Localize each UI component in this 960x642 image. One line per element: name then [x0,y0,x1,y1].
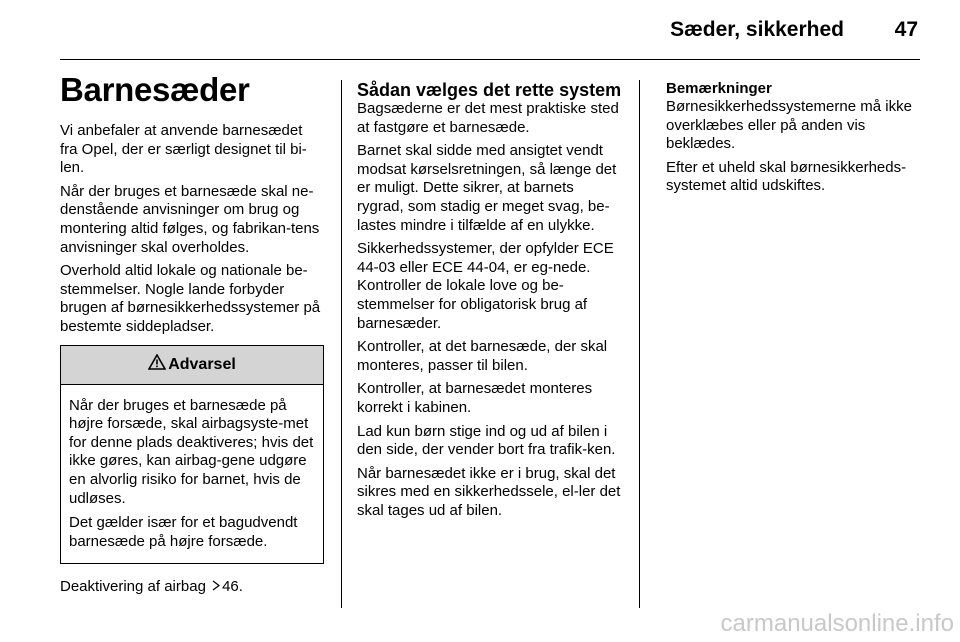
warning-body [61,385,323,564]
paragraph: Bagsæderne er det mest praktiske sted at fastgøre et barnesæde. [357,100,619,136]
paragraph: Efter et uheld skal børnesikkerheds-systemet altid udskiftes. [666,158,907,195]
warning-title: Advarsel [168,355,236,373]
column-2 [357,80,622,525]
paragraph: Overhold altid lokale og nationale be-stemmelser. Nogle lande forbyder brugen af børnesikkerhedssystemer på bestemte siddepladser. [60,262,321,335]
paragraph: Sikkerhedssystemer, der opfylder ECE 44-03 eller ECE 44-04, er eg-nede. Kontroller de lokale love og be-stemmelser for obligatorisk brug af barnesæder. [357,240,614,332]
column-1 [60,72,324,602]
running-header-title: Sæder, sikkerhed [670,18,844,41]
column-divider-2 [639,80,640,608]
column-divider-1 [341,80,342,608]
warning-header [61,346,323,385]
paragraph: Lad kun børn stige ind og ud af bilen i den side, der vender bort fra trafik-ken. [357,422,616,459]
paragraph: Når barnesædet ikke er i brug, skal det sikres med en sikkerhedssele, el-ler det skal tages ud af bilen. [357,464,621,519]
warning-triangle-icon [148,354,166,375]
cross-reference-arrow-icon [212,578,220,597]
column-3 [666,80,924,201]
paragraph: Når der bruges et barnesæde skal ne-denstående anvisninger om brug og montering altid følges, og fabrikan-tens anvisninger skal overholdes. [60,182,320,256]
paragraph: Børnesikkerhedssystemerne må ikke overklæbes eller på anden vis beklædes. [666,98,912,153]
warning-box [60,345,324,565]
watermark: carmanualsonline.info [720,610,954,637]
page-number: 47 [894,18,918,41]
cross-reference-text: Deaktivering af airbag [60,578,206,596]
warning-paragraph: Når der bruges et barnesæde på højre forsæde, skal airbagsyste-met for denne plads deaktiveres; hvis det ikke gøres, kan airbag-gene udgøre en alvorlig risiko for barnet, hvis de udløses. [69,396,314,507]
paragraph: Kontroller, at barnesædet monteres korrekt i kabinen. [357,380,593,416]
cross-reference-page: 46. [222,578,243,596]
header-rule [60,59,920,60]
paragraph: Barnet skal sidde med ansigtet vendt modsat kørselsretningen, så længe det er muligt. Dette sikrer, at barnets rygrad, som stadig er meget svag, be-lastes mindre i tilfælde af en ulykke. [357,142,617,234]
cross-reference[interactable] [60,578,324,597]
notes-heading: Bemærkninger [666,80,772,97]
paragraph: Vi anbefaler at anvende barnesædet fra Opel, der er særligt designet til bi-len. [60,122,307,177]
subsection-heading: Sådan vælges det rette system [357,80,622,100]
paragraph: Kontroller, at det barnesæde, der skal monteres, passer til bilen. [357,338,608,374]
section-heading: Barnesæder [60,71,250,108]
warning-paragraph: Det gælder især for et bagudvendt barnesæde på højre forsæde. [69,514,298,550]
